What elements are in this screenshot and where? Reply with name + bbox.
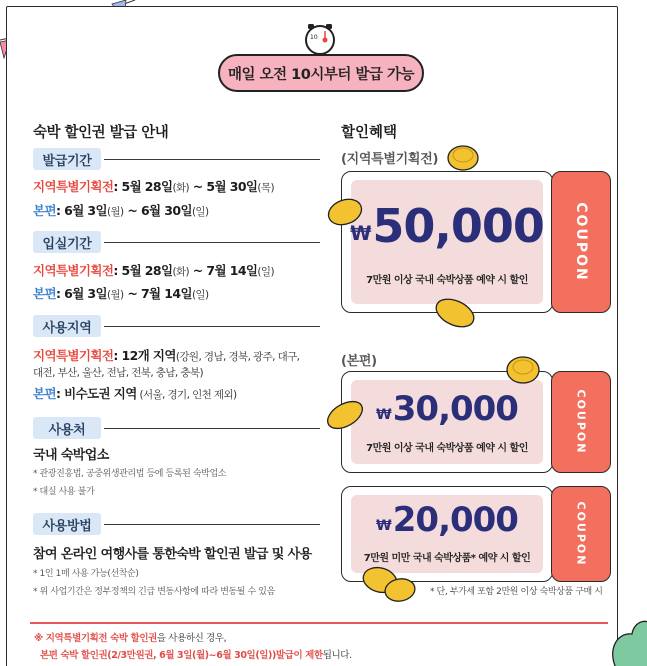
coin-icon <box>432 294 478 333</box>
coin-icon <box>507 357 539 383</box>
coupon-amount: ₩20,000 <box>376 500 518 540</box>
coin-icon <box>448 146 478 170</box>
coupon-amount: ₩30,000 <box>376 389 518 429</box>
coupon-stub: COUPON <box>551 171 611 313</box>
section-label-checkin-period: 입실기간 <box>33 231 101 253</box>
coin-icon <box>325 195 365 229</box>
coin-icon <box>323 396 367 434</box>
coupon-condition: 7만원 이상 국내 숙박상품 예약 시 할인 <box>366 275 528 286</box>
coupon-condition: 7만원 이상 국내 숙박상품 예약 시 할인 <box>366 443 528 454</box>
footer-divider <box>30 622 608 624</box>
coupon-stub: COUPON <box>551 486 611 582</box>
clock-label: 10 <box>310 34 318 41</box>
coupon-group-special: (지역특별기획전) <box>341 152 439 167</box>
region-special-row: 지역특별기획전: 12개 지역(강원, 경남, 경북, 광주, 대구, <box>33 348 300 363</box>
section-label-region: 사용지역 <box>33 315 101 337</box>
usage-main: 참여 온라인 여행사를 통한숙박 할인권 발급 및 사용 <box>33 547 312 562</box>
issue-period-main-row: 본편: 6월 3일(월) ~ 6월 30일(일) <box>33 203 209 218</box>
benefit-title: 할인혜택 <box>341 125 398 141</box>
issue-period-special-row: 지역특별기획전: 5월 28일(화) ~ 5월 30일(목) <box>33 179 274 194</box>
usage-note-2: * 위 사업기간은 정부정책의 긴급 변동사항에 따라 변동될 수 있음 <box>33 587 275 597</box>
region-special-row-cont: 대전, 부산, 울산, 전남, 전북, 충남, 충북) <box>33 367 203 379</box>
venue-note-2: * 대실 사용 불가 <box>33 487 95 497</box>
guide-title: 숙박 할인권 발급 안내 <box>33 125 169 141</box>
section-label-issue-period: 발급기간 <box>33 148 101 170</box>
coupon-amount: ₩50,000 <box>350 199 544 253</box>
issue-time-badge: 매일 오전 10시부터 발급 가능 <box>218 54 424 92</box>
section-label-venue: 사용처 <box>33 417 101 439</box>
tax-note: * 단, 부가세 포함 2만원 이상 숙박상품 구매 시 <box>430 587 603 597</box>
venue-note-1: * 관광진흥법, 공중위생관리법 등에 등록된 숙박업소 <box>33 469 227 479</box>
footer-note-line-2: 본편 숙박 할인권(2/3만원권, 6월 3일(월)~6월 30일(일))발급이 제한됩니다. <box>40 650 352 661</box>
coupon-stub: COUPON <box>551 371 611 473</box>
venue-main: 국내 숙박업소 <box>33 448 109 463</box>
usage-note-1: * 1인 1매 사용 가능(선착순) <box>33 569 139 579</box>
section-label-usage: 사용방법 <box>33 513 101 535</box>
checkin-period-special-row: 지역특별기획전: 5월 28일(화) ~ 7월 14일(일) <box>33 263 274 278</box>
coupon-group-main: (본편) <box>341 354 377 369</box>
region-main-row: 본편: 비수도권 지역 (서울, 경기, 인천 제외) <box>33 386 237 401</box>
tree-decoration <box>610 612 647 666</box>
checkin-period-main-row: 본편: 6월 3일(월) ~ 7월 14일(일) <box>33 286 209 301</box>
footer-note-line-1: ※ 지역특별기획전 숙박 할인권을 사용하신 경우, <box>34 633 227 644</box>
coupon-condition: 7만원 미만 국내 숙박상품* 예약 시 할인 <box>363 553 531 564</box>
